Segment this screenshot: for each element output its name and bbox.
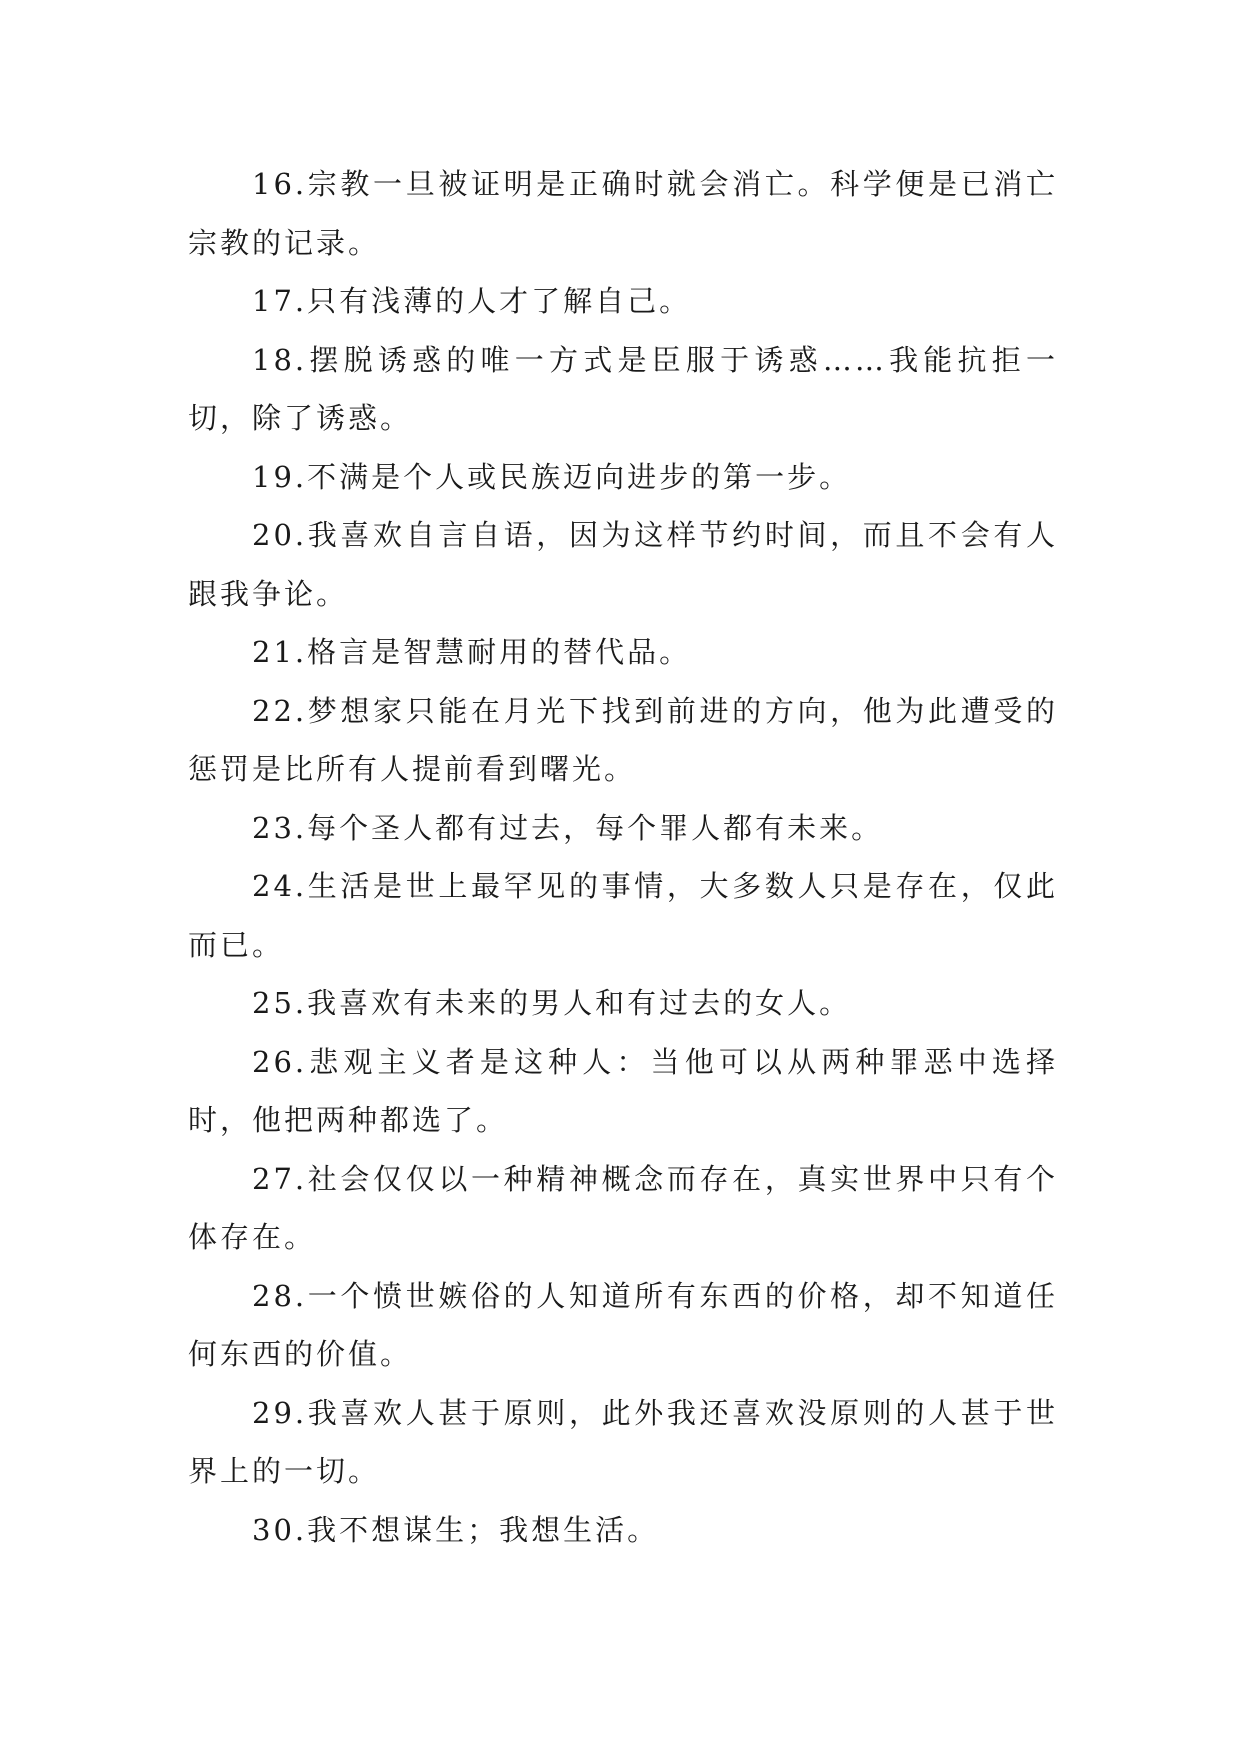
paragraph: 16.宗教一旦被证明是正确时就会消亡。科学便是已消亡宗教的记录。 <box>188 167 1058 260</box>
paragraph: 20.我喜欢自言自语，因为这样节约时间，而且不会有人跟我争论。 <box>188 518 1058 611</box>
paragraph: 30.我不想谋生；我想生活。 <box>252 1512 660 1547</box>
paragraph: 21.格言是智慧耐用的替代品。 <box>252 635 692 669</box>
paragraph: 27.社会仅仅以一种精神概念而存在，真实世界中只有个体存在。 <box>188 1161 1058 1254</box>
paragraph: 28.一个愤世嫉俗的人知道所有东西的价格，却不知道任何东西的价值。 <box>188 1278 1058 1371</box>
paragraph: 22.梦想家只能在月光下找到前进的方向，他为此遭受的惩罚是比所有人提前看到曙光。 <box>188 693 1058 786</box>
paragraph: 25.我喜欢有未来的男人和有过去的女人。 <box>252 986 852 1020</box>
paragraph: 19.不满是个人或民族迈向进步的第一步。 <box>252 459 852 494</box>
paragraph: 26.悲观主义者是这种人：当他可以从两种罪恶中选择时，他把两种都选了。 <box>188 1044 1058 1137</box>
document-body <box>188 155 1058 1559</box>
paragraph: 23.每个圣人都有过去，每个罪人都有未来。 <box>252 810 884 845</box>
paragraph: 18.摆脱诱惑的唯一方式是臣服于诱惑……我能抗拒一切，除了诱惑。 <box>188 342 1058 435</box>
paragraph: 17.只有浅薄的人才了解自己。 <box>252 284 692 318</box>
paragraph: 29.我喜欢人甚于原则，此外我还喜欢没原则的人甚于世界上的一切。 <box>188 1395 1058 1488</box>
paragraph: 24.生活是世上最罕见的事情，大多数人只是存在，仅此而已。 <box>188 869 1058 962</box>
